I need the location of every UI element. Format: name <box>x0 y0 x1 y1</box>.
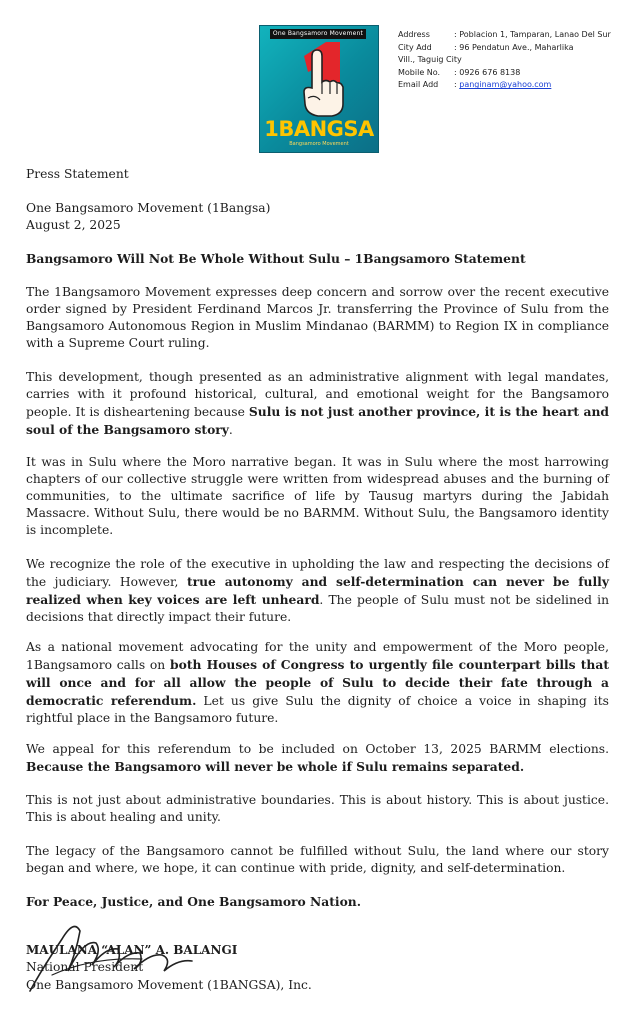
closing-line: For Peace, Justice, and One Bangsamoro Nation. <box>26 894 361 909</box>
statement-title: Bangsamoro Will Not Be Whole Without Sulu – 1Bangsamoro Statement <box>26 251 526 266</box>
city-label: City Add <box>398 42 432 52</box>
paragraph-5: As a national movement advocating for the unity and empowerment of the Moro people, 1Bangsamoro calls on both Houses of Congress to urgently file counterpart bills that will once and for all allow the people of Sulu to decide their fate through a democratic referendum. Let us give Sulu the dignity of choice a voice in shaping its rightful place in the Bangsamoro future. <box>26 640 609 726</box>
contact-block <box>398 29 628 92</box>
mobile-label: Mobile No. <box>398 67 441 77</box>
city-value-continued: Vill., Taguig City <box>398 55 462 65</box>
mobile-value: : 0926 676 8138 <box>454 67 521 77</box>
email-link[interactable]: panginam@yahoo.com <box>459 80 552 90</box>
signatory-organization: One Bangsamoro Movement (1BANGSA), Inc. <box>26 978 312 992</box>
logo-banner: One Bangsamoro Movement <box>270 29 366 39</box>
document-type: Press Statement <box>26 167 129 181</box>
organization-name: One Bangsamoro Movement (1Bangsa) <box>26 201 271 215</box>
paragraph-4-emphasis: true autonomy and self-determination can never be fully realized when key voices are left unheard <box>26 574 609 608</box>
address-value: : Poblacion 1, Tamparan, Lanao Del Sur <box>454 30 611 39</box>
statement-date: August 2, 2025 <box>26 218 121 232</box>
logo-tagline: Bangsamoro Movement <box>289 141 349 147</box>
1bangsa-logo <box>259 25 379 153</box>
paragraph-5-emphasis: both Houses of Congress to urgently file counterpart bills that will once and for all allow the people of Sulu to decide their fate through a democratic referendum. <box>26 657 609 709</box>
paragraph-1: The 1Bangsamoro Movement expresses deep concern and sorrow over the recent executive order signed by President Ferdinand Marcos Jr. transferring the Province of Sulu from the Bangsamoro Autonomous Region in Muslim Mindanao (BARMM) to Region IX in compliance with a Supreme Court ruling. <box>26 285 609 351</box>
logo-name: 1BANGSA <box>264 117 374 141</box>
paragraph-7: This is not just about administrative boundaries. This is about history. This is about justice. This is about healing and unity. <box>26 793 609 825</box>
paragraph-6: We appeal for this referendum to be included on October 13, 2025 BARMM elections. Because the Bangsamoro will never be whole if Sulu remains separated. <box>26 742 609 775</box>
address-label: Address <box>398 30 430 39</box>
paragraph-4: We recognize the role of the executive in upholding the law and respecting the decisions of the judiciary. However, true autonomy and self-determination can never be fully realized when key voices are left unheard. The people of Sulu must not be sidelined in decisions that directly impact their future. <box>26 557 609 625</box>
paragraph-6-emphasis: Because the Bangsamoro will never be whole if Sulu remains separated. <box>26 759 525 775</box>
email-label: Email Add <box>398 80 439 90</box>
email-separator: : <box>454 80 460 90</box>
paragraph-8: The legacy of the Bangsamoro cannot be fulfilled without Sulu, the land where our story began and where, we hope, it can continue with pride, dignity, and self-determination. <box>26 844 609 876</box>
paragraph-3: It was in Sulu where the Moro narrative began. It was in Sulu where the most harrowing chapters of our collective struggle were written from widespread abuses and the burning of communities, to the ultimate sacrifice of life by Tausug martyrs during the Jabidah Massacre. Without Sulu, there would be no BARMM. Without Sulu, the Bangsamoro identity is incomplete. <box>26 455 609 538</box>
signatory-position: National President <box>26 960 144 974</box>
paragraph-2: This development, though presented as an administrative alignment with legal mandates, carries with it profound historical, cultural, and emotional weight for the Bangsamoro people. It is disheartening because Sulu is not just another province, it is the heart and soul of the Bangsamoro story. <box>26 370 609 438</box>
city-value: : 96 Pendatun Ave., Maharlika <box>454 42 574 52</box>
signatory-name: MAULANA “ALAN” A. BALANGI <box>26 943 238 957</box>
paragraph-2-emphasis: Sulu is not just another province, it is the heart and soul of the Bangsamoro story <box>26 404 609 438</box>
